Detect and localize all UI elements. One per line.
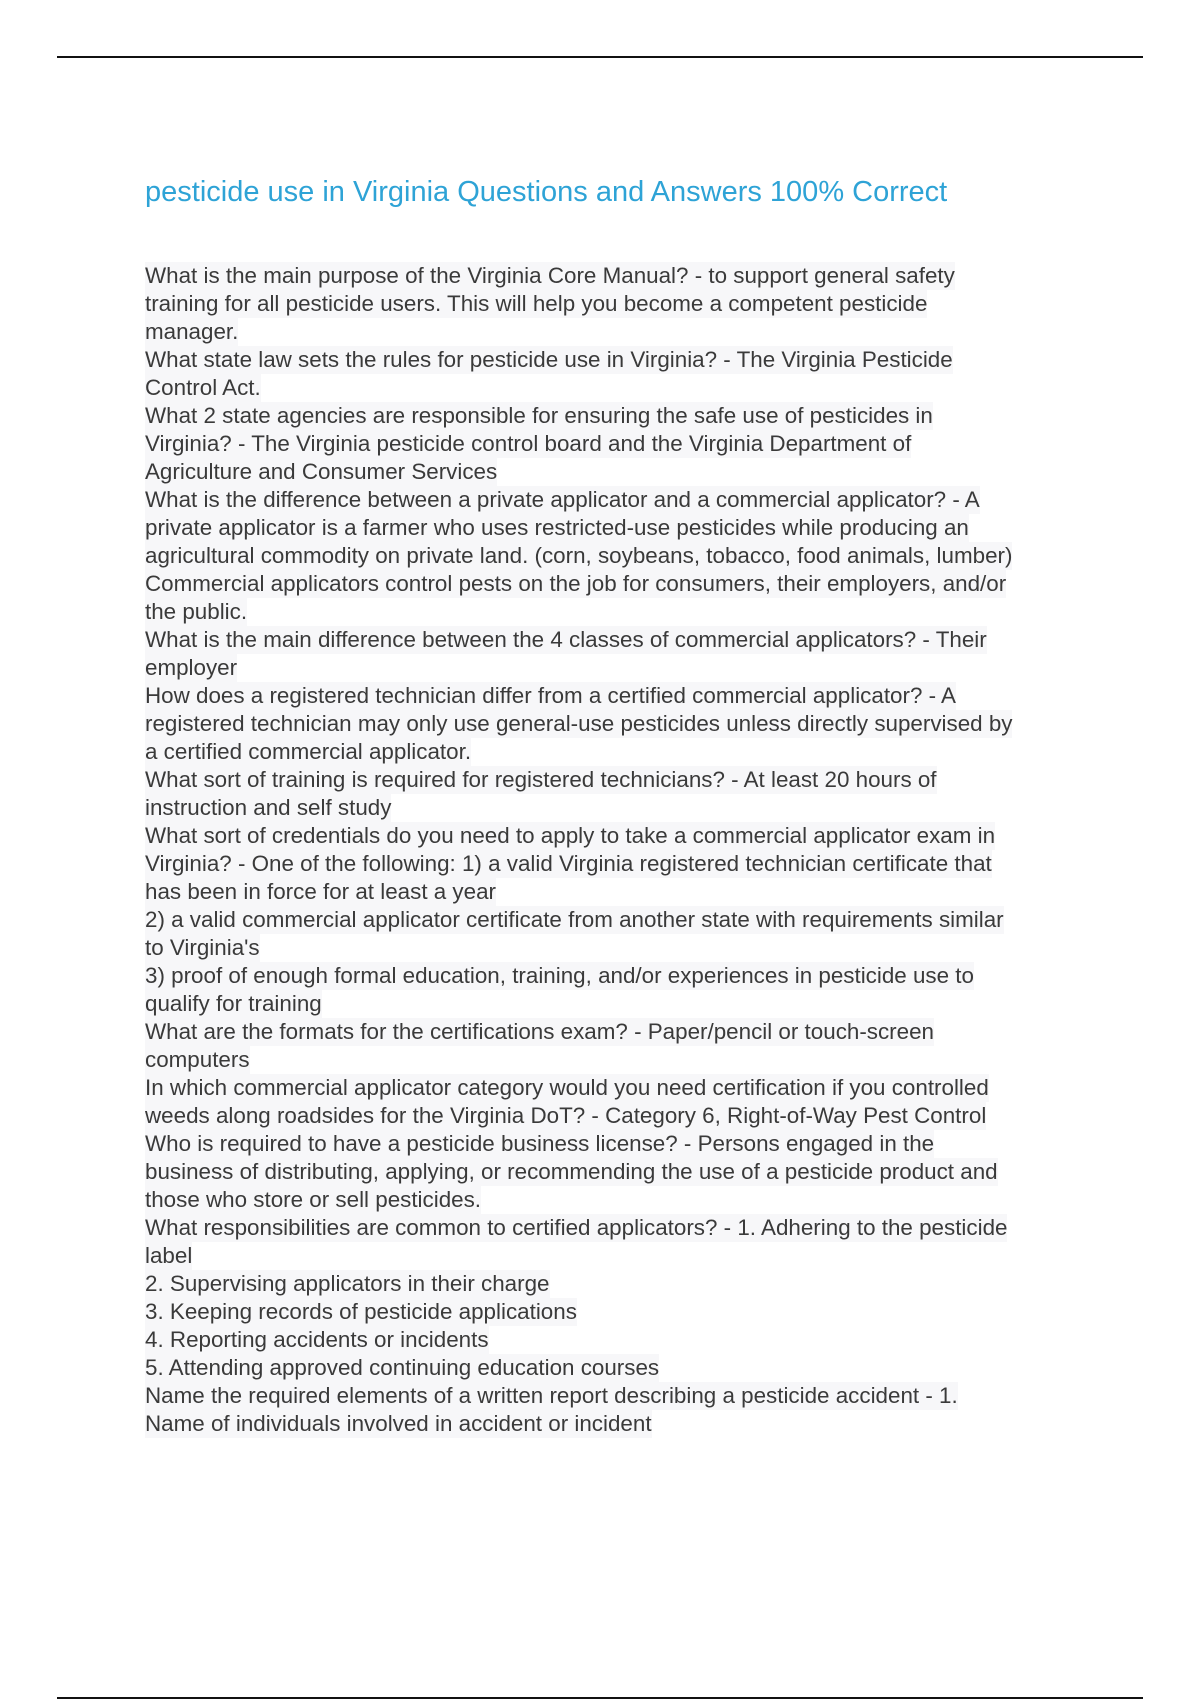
qa-content bbox=[145, 262, 1095, 1438]
text-line: qualify for training bbox=[145, 991, 322, 1016]
text-line: What responsibilities are common to certified applicators? - 1. Adhering to the pesticide bbox=[145, 1215, 1008, 1240]
text-line: instruction and self study bbox=[145, 795, 392, 820]
text-line: a certified commercial applicator. bbox=[145, 739, 472, 764]
footer-rule bbox=[57, 1697, 1143, 1699]
text-line: the public. bbox=[145, 599, 248, 624]
text-line: manager. bbox=[145, 319, 239, 344]
text-line: What is the main purpose of the Virginia Core Manual? - to support general safety bbox=[145, 263, 955, 288]
text-line: In which commercial applicator category would you need certification if you controlled bbox=[145, 1075, 989, 1100]
text-line: What are the formats for the certifications exam? - Paper/pencil or touch-screen bbox=[145, 1019, 934, 1044]
text-line: label bbox=[145, 1243, 193, 1268]
text-line: What 2 state agencies are responsible for ensuring the safe use of pesticides in bbox=[145, 403, 933, 428]
text-line: private applicator is a farmer who uses restricted-use pesticides while producing an bbox=[145, 515, 969, 540]
text-line: those who store or sell pesticides. bbox=[145, 1187, 482, 1212]
text-line: What sort of credentials do you need to apply to take a commercial applicator exam in bbox=[145, 823, 996, 848]
text-line: Agriculture and Consumer Services bbox=[145, 459, 498, 484]
text-line: 3) proof of enough formal education, training, and/or experiences in pesticide use to bbox=[145, 963, 974, 988]
text-line: to Virginia's bbox=[145, 935, 260, 960]
text-line: What is the difference between a private applicator and a commercial applicator? - A bbox=[145, 487, 980, 512]
text-line: What is the main difference between the 4 classes of commercial applicators? - Their bbox=[145, 627, 987, 652]
text-line: agricultural commodity on private land. (corn, soybeans, tobacco, food animals, lumber) bbox=[145, 543, 1013, 568]
document-title: pesticide use in Virginia Questions and Answers 100% Correct bbox=[145, 176, 948, 208]
text-line: registered technician may only use general-use pesticides unless directly supervised by bbox=[145, 711, 1013, 736]
text-line: 3. Keeping records of pesticide applications bbox=[145, 1299, 577, 1324]
text-line: Name the required elements of a written report describing a pesticide accident - 1. bbox=[145, 1383, 958, 1408]
text-line: Virginia? - The Virginia pesticide control board and the Virginia Department of bbox=[145, 431, 912, 456]
text-line: weeds along roadsides for the Virginia DoT? - Category 6, Right-of-Way Pest Control bbox=[145, 1103, 987, 1128]
text-line: business of distributing, applying, or recommending the use of a pesticide product and bbox=[145, 1159, 998, 1184]
text-line: 2) a valid commercial applicator certificate from another state with requirements similar bbox=[145, 907, 1004, 932]
text-line: Who is required to have a pesticide business license? - Persons engaged in the bbox=[145, 1131, 935, 1156]
text-line: How does a registered technician differ from a certified commercial applicator? - A bbox=[145, 683, 956, 708]
text-line: computers bbox=[145, 1047, 250, 1072]
text-line: What sort of training is required for registered technicians? - At least 20 hours of bbox=[145, 767, 937, 792]
text-line: 4. Reporting accidents or incidents bbox=[145, 1327, 489, 1352]
text-line: Control Act. bbox=[145, 375, 261, 400]
header-rule bbox=[57, 56, 1143, 58]
text-line: Commercial applicators control pests on the job for consumers, their employers, and/or bbox=[145, 571, 1007, 596]
text-line: 5. Attending approved continuing education courses bbox=[145, 1355, 660, 1380]
text-line: employer bbox=[145, 655, 238, 680]
text-line: 2. Supervising applicators in their charge bbox=[145, 1271, 550, 1296]
text-line: Name of individuals involved in accident or incident bbox=[145, 1411, 652, 1436]
text-line: What state law sets the rules for pesticide use in Virginia? - The Virginia Pesticide bbox=[145, 347, 953, 372]
text-line: training for all pesticide users. This will help you become a competent pesticide bbox=[145, 291, 928, 316]
text-line: has been in force for at least a year bbox=[145, 879, 496, 904]
text-line: Virginia? - One of the following: 1) a valid Virginia registered technician certificate that bbox=[145, 851, 992, 876]
